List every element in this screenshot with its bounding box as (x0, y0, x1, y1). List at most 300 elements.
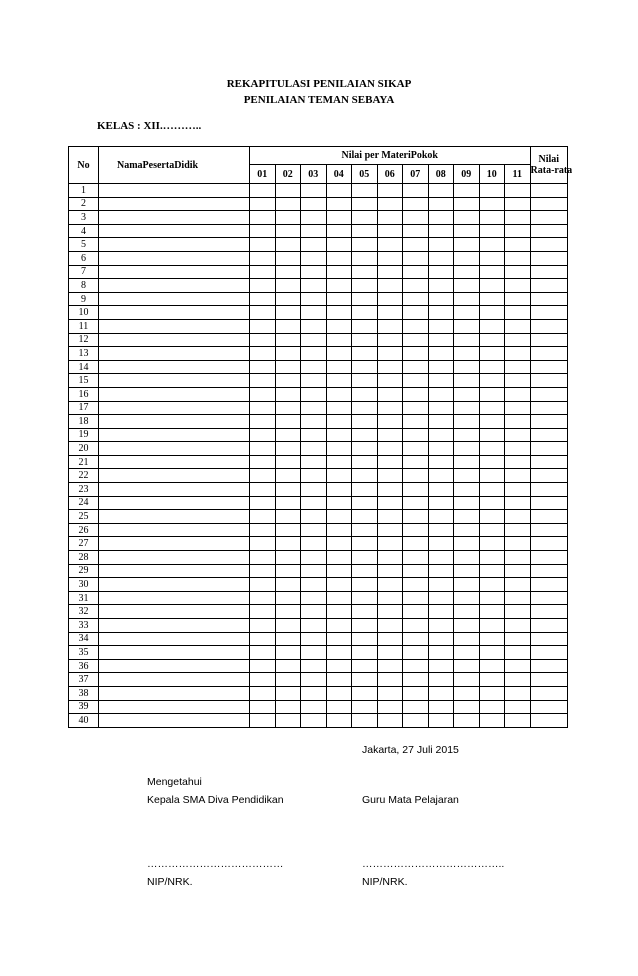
score-cell[interactable] (403, 415, 429, 429)
score-cell[interactable] (403, 537, 429, 551)
score-cell[interactable] (505, 523, 531, 537)
score-cell[interactable] (479, 700, 505, 714)
score-cell[interactable] (454, 646, 480, 660)
score-cell[interactable] (275, 442, 301, 456)
score-cell[interactable] (505, 401, 531, 415)
score-cell[interactable] (505, 428, 531, 442)
score-cell[interactable] (275, 619, 301, 633)
score-cell[interactable] (275, 265, 301, 279)
score-cell[interactable] (479, 442, 505, 456)
score-cell[interactable] (326, 700, 352, 714)
score-cell[interactable] (403, 673, 429, 687)
score-cell[interactable] (326, 360, 352, 374)
score-cell[interactable] (454, 686, 480, 700)
score-cell[interactable] (352, 591, 378, 605)
score-cell[interactable] (250, 401, 276, 415)
student-name-cell[interactable] (99, 564, 250, 578)
score-cell[interactable] (428, 537, 454, 551)
average-cell[interactable] (530, 523, 568, 537)
score-cell[interactable] (326, 659, 352, 673)
score-cell[interactable] (275, 564, 301, 578)
score-cell[interactable] (301, 673, 327, 687)
score-cell[interactable] (403, 619, 429, 633)
score-cell[interactable] (326, 333, 352, 347)
score-cell[interactable] (428, 455, 454, 469)
score-cell[interactable] (377, 279, 403, 293)
score-cell[interactable] (479, 673, 505, 687)
score-cell[interactable] (275, 251, 301, 265)
student-name-cell[interactable] (99, 673, 250, 687)
average-cell[interactable] (530, 442, 568, 456)
score-cell[interactable] (377, 442, 403, 456)
score-cell[interactable] (403, 686, 429, 700)
score-cell[interactable] (377, 646, 403, 660)
score-cell[interactable] (275, 686, 301, 700)
average-cell[interactable] (530, 510, 568, 524)
score-cell[interactable] (428, 333, 454, 347)
score-cell[interactable] (250, 415, 276, 429)
score-cell[interactable] (454, 238, 480, 252)
score-cell[interactable] (403, 184, 429, 198)
score-cell[interactable] (377, 197, 403, 211)
score-cell[interactable] (479, 469, 505, 483)
score-cell[interactable] (505, 251, 531, 265)
score-cell[interactable] (352, 510, 378, 524)
score-cell[interactable] (428, 184, 454, 198)
score-cell[interactable] (505, 551, 531, 565)
score-cell[interactable] (479, 238, 505, 252)
score-cell[interactable] (479, 265, 505, 279)
score-cell[interactable] (428, 415, 454, 429)
score-cell[interactable] (479, 686, 505, 700)
score-cell[interactable] (301, 401, 327, 415)
score-cell[interactable] (505, 442, 531, 456)
score-cell[interactable] (403, 360, 429, 374)
score-cell[interactable] (454, 496, 480, 510)
score-cell[interactable] (352, 700, 378, 714)
score-cell[interactable] (377, 578, 403, 592)
average-cell[interactable] (530, 319, 568, 333)
score-cell[interactable] (301, 496, 327, 510)
score-cell[interactable] (505, 714, 531, 728)
score-cell[interactable] (250, 619, 276, 633)
score-cell[interactable] (479, 347, 505, 361)
score-cell[interactable] (428, 619, 454, 633)
score-cell[interactable] (301, 483, 327, 497)
score-cell[interactable] (428, 279, 454, 293)
score-cell[interactable] (505, 469, 531, 483)
score-cell[interactable] (403, 238, 429, 252)
score-cell[interactable] (352, 619, 378, 633)
score-cell[interactable] (454, 401, 480, 415)
score-cell[interactable] (403, 265, 429, 279)
score-cell[interactable] (352, 428, 378, 442)
average-cell[interactable] (530, 714, 568, 728)
score-cell[interactable] (479, 306, 505, 320)
score-cell[interactable] (301, 238, 327, 252)
score-cell[interactable] (301, 686, 327, 700)
average-cell[interactable] (530, 469, 568, 483)
average-cell[interactable] (530, 265, 568, 279)
score-cell[interactable] (505, 333, 531, 347)
score-cell[interactable] (250, 184, 276, 198)
student-name-cell[interactable] (99, 714, 250, 728)
score-cell[interactable] (352, 387, 378, 401)
score-cell[interactable] (301, 646, 327, 660)
score-cell[interactable] (250, 646, 276, 660)
average-cell[interactable] (530, 197, 568, 211)
score-cell[interactable] (505, 224, 531, 238)
score-cell[interactable] (352, 333, 378, 347)
score-cell[interactable] (454, 605, 480, 619)
score-cell[interactable] (250, 483, 276, 497)
score-cell[interactable] (403, 442, 429, 456)
score-cell[interactable] (326, 265, 352, 279)
score-cell[interactable] (326, 428, 352, 442)
score-cell[interactable] (250, 360, 276, 374)
score-cell[interactable] (403, 428, 429, 442)
score-cell[interactable] (326, 483, 352, 497)
score-cell[interactable] (454, 279, 480, 293)
score-cell[interactable] (250, 428, 276, 442)
score-cell[interactable] (326, 211, 352, 225)
score-cell[interactable] (403, 211, 429, 225)
score-cell[interactable] (275, 700, 301, 714)
score-cell[interactable] (428, 292, 454, 306)
score-cell[interactable] (479, 401, 505, 415)
score-cell[interactable] (479, 578, 505, 592)
score-cell[interactable] (301, 279, 327, 293)
score-cell[interactable] (377, 238, 403, 252)
score-cell[interactable] (505, 537, 531, 551)
score-cell[interactable] (403, 387, 429, 401)
score-cell[interactable] (377, 714, 403, 728)
score-cell[interactable] (250, 347, 276, 361)
score-cell[interactable] (326, 591, 352, 605)
student-name-cell[interactable] (99, 591, 250, 605)
score-cell[interactable] (275, 387, 301, 401)
score-cell[interactable] (377, 184, 403, 198)
score-cell[interactable] (275, 347, 301, 361)
score-cell[interactable] (505, 686, 531, 700)
score-cell[interactable] (326, 374, 352, 388)
score-cell[interactable] (326, 646, 352, 660)
score-cell[interactable] (377, 523, 403, 537)
score-cell[interactable] (454, 659, 480, 673)
score-cell[interactable] (250, 387, 276, 401)
average-cell[interactable] (530, 551, 568, 565)
score-cell[interactable] (479, 455, 505, 469)
score-cell[interactable] (377, 251, 403, 265)
score-cell[interactable] (428, 224, 454, 238)
score-cell[interactable] (377, 673, 403, 687)
score-cell[interactable] (275, 469, 301, 483)
score-cell[interactable] (454, 197, 480, 211)
score-cell[interactable] (250, 374, 276, 388)
score-cell[interactable] (403, 551, 429, 565)
score-cell[interactable] (275, 659, 301, 673)
score-cell[interactable] (454, 347, 480, 361)
score-cell[interactable] (326, 496, 352, 510)
score-cell[interactable] (352, 564, 378, 578)
score-cell[interactable] (275, 496, 301, 510)
score-cell[interactable] (275, 605, 301, 619)
score-cell[interactable] (454, 619, 480, 633)
score-cell[interactable] (403, 632, 429, 646)
score-cell[interactable] (479, 632, 505, 646)
score-cell[interactable] (326, 401, 352, 415)
score-cell[interactable] (428, 347, 454, 361)
score-cell[interactable] (301, 197, 327, 211)
score-cell[interactable] (428, 387, 454, 401)
score-cell[interactable] (275, 632, 301, 646)
score-cell[interactable] (505, 646, 531, 660)
score-cell[interactable] (352, 306, 378, 320)
student-name-cell[interactable] (99, 211, 250, 225)
score-cell[interactable] (301, 360, 327, 374)
student-name-cell[interactable] (99, 551, 250, 565)
score-cell[interactable] (275, 401, 301, 415)
score-cell[interactable] (377, 347, 403, 361)
score-cell[interactable] (479, 251, 505, 265)
score-cell[interactable] (326, 347, 352, 361)
score-cell[interactable] (352, 238, 378, 252)
student-name-cell[interactable] (99, 197, 250, 211)
score-cell[interactable] (428, 564, 454, 578)
student-name-cell[interactable] (99, 238, 250, 252)
score-cell[interactable] (403, 455, 429, 469)
score-cell[interactable] (428, 605, 454, 619)
score-cell[interactable] (275, 279, 301, 293)
score-cell[interactable] (428, 646, 454, 660)
score-cell[interactable] (301, 306, 327, 320)
score-cell[interactable] (403, 483, 429, 497)
score-cell[interactable] (505, 184, 531, 198)
score-cell[interactable] (301, 537, 327, 551)
score-cell[interactable] (250, 673, 276, 687)
average-cell[interactable] (530, 591, 568, 605)
score-cell[interactable] (428, 401, 454, 415)
score-cell[interactable] (250, 700, 276, 714)
score-cell[interactable] (505, 387, 531, 401)
average-cell[interactable] (530, 292, 568, 306)
score-cell[interactable] (403, 279, 429, 293)
score-cell[interactable] (454, 537, 480, 551)
score-cell[interactable] (377, 537, 403, 551)
student-name-cell[interactable] (99, 455, 250, 469)
score-cell[interactable] (403, 605, 429, 619)
score-cell[interactable] (479, 279, 505, 293)
score-cell[interactable] (479, 537, 505, 551)
score-cell[interactable] (403, 714, 429, 728)
score-cell[interactable] (275, 333, 301, 347)
score-cell[interactable] (403, 197, 429, 211)
score-cell[interactable] (505, 455, 531, 469)
score-cell[interactable] (326, 714, 352, 728)
average-cell[interactable] (530, 659, 568, 673)
score-cell[interactable] (454, 292, 480, 306)
score-cell[interactable] (428, 673, 454, 687)
score-cell[interactable] (250, 714, 276, 728)
score-cell[interactable] (352, 224, 378, 238)
score-cell[interactable] (352, 197, 378, 211)
score-cell[interactable] (454, 428, 480, 442)
score-cell[interactable] (377, 605, 403, 619)
score-cell[interactable] (250, 306, 276, 320)
student-name-cell[interactable] (99, 619, 250, 633)
student-name-cell[interactable] (99, 265, 250, 279)
score-cell[interactable] (479, 646, 505, 660)
score-cell[interactable] (326, 605, 352, 619)
score-cell[interactable] (352, 605, 378, 619)
score-cell[interactable] (428, 442, 454, 456)
score-cell[interactable] (428, 319, 454, 333)
average-cell[interactable] (530, 632, 568, 646)
score-cell[interactable] (301, 347, 327, 361)
score-cell[interactable] (505, 659, 531, 673)
student-name-cell[interactable] (99, 483, 250, 497)
score-cell[interactable] (352, 551, 378, 565)
score-cell[interactable] (377, 211, 403, 225)
score-cell[interactable] (275, 510, 301, 524)
score-cell[interactable] (352, 401, 378, 415)
score-cell[interactable] (377, 224, 403, 238)
score-cell[interactable] (377, 619, 403, 633)
score-cell[interactable] (479, 591, 505, 605)
score-cell[interactable] (250, 496, 276, 510)
score-cell[interactable] (377, 510, 403, 524)
score-cell[interactable] (403, 333, 429, 347)
score-cell[interactable] (479, 360, 505, 374)
score-cell[interactable] (352, 714, 378, 728)
score-cell[interactable] (403, 646, 429, 660)
average-cell[interactable] (530, 401, 568, 415)
score-cell[interactable] (275, 578, 301, 592)
score-cell[interactable] (454, 442, 480, 456)
score-cell[interactable] (377, 374, 403, 388)
average-cell[interactable] (530, 306, 568, 320)
score-cell[interactable] (479, 523, 505, 537)
student-name-cell[interactable] (99, 319, 250, 333)
score-cell[interactable] (377, 333, 403, 347)
score-cell[interactable] (505, 564, 531, 578)
score-cell[interactable] (250, 578, 276, 592)
score-cell[interactable] (505, 483, 531, 497)
score-cell[interactable] (301, 700, 327, 714)
score-cell[interactable] (301, 415, 327, 429)
average-cell[interactable] (530, 224, 568, 238)
score-cell[interactable] (479, 428, 505, 442)
score-cell[interactable] (479, 510, 505, 524)
score-cell[interactable] (301, 224, 327, 238)
score-cell[interactable] (301, 605, 327, 619)
score-cell[interactable] (428, 197, 454, 211)
score-cell[interactable] (454, 333, 480, 347)
average-cell[interactable] (530, 646, 568, 660)
score-cell[interactable] (250, 659, 276, 673)
score-cell[interactable] (326, 469, 352, 483)
score-cell[interactable] (275, 523, 301, 537)
student-name-cell[interactable] (99, 632, 250, 646)
score-cell[interactable] (326, 238, 352, 252)
score-cell[interactable] (428, 360, 454, 374)
score-cell[interactable] (403, 578, 429, 592)
average-cell[interactable] (530, 686, 568, 700)
student-name-cell[interactable] (99, 333, 250, 347)
student-name-cell[interactable] (99, 510, 250, 524)
score-cell[interactable] (275, 360, 301, 374)
score-cell[interactable] (377, 415, 403, 429)
score-cell[interactable] (275, 428, 301, 442)
score-cell[interactable] (454, 578, 480, 592)
score-cell[interactable] (454, 523, 480, 537)
score-cell[interactable] (479, 211, 505, 225)
score-cell[interactable] (352, 415, 378, 429)
average-cell[interactable] (530, 496, 568, 510)
average-cell[interactable] (530, 374, 568, 388)
score-cell[interactable] (479, 564, 505, 578)
score-cell[interactable] (428, 306, 454, 320)
score-cell[interactable] (275, 238, 301, 252)
score-cell[interactable] (505, 605, 531, 619)
score-cell[interactable] (403, 591, 429, 605)
score-cell[interactable] (301, 619, 327, 633)
score-cell[interactable] (454, 700, 480, 714)
score-cell[interactable] (275, 292, 301, 306)
score-cell[interactable] (403, 700, 429, 714)
score-cell[interactable] (352, 184, 378, 198)
score-cell[interactable] (505, 673, 531, 687)
score-cell[interactable] (479, 605, 505, 619)
student-name-cell[interactable] (99, 659, 250, 673)
score-cell[interactable] (377, 292, 403, 306)
score-cell[interactable] (326, 510, 352, 524)
student-name-cell[interactable] (99, 184, 250, 198)
score-cell[interactable] (454, 455, 480, 469)
score-cell[interactable] (454, 319, 480, 333)
score-cell[interactable] (275, 224, 301, 238)
score-cell[interactable] (352, 251, 378, 265)
score-cell[interactable] (301, 387, 327, 401)
score-cell[interactable] (301, 374, 327, 388)
score-cell[interactable] (377, 469, 403, 483)
score-cell[interactable] (505, 374, 531, 388)
score-cell[interactable] (377, 700, 403, 714)
score-cell[interactable] (479, 496, 505, 510)
average-cell[interactable] (530, 483, 568, 497)
student-name-cell[interactable] (99, 401, 250, 415)
score-cell[interactable] (326, 564, 352, 578)
score-cell[interactable] (454, 265, 480, 279)
score-cell[interactable] (377, 360, 403, 374)
score-cell[interactable] (428, 428, 454, 442)
score-cell[interactable] (377, 401, 403, 415)
score-cell[interactable] (326, 279, 352, 293)
score-cell[interactable] (326, 306, 352, 320)
score-cell[interactable] (403, 319, 429, 333)
score-cell[interactable] (250, 442, 276, 456)
score-cell[interactable] (479, 659, 505, 673)
student-name-cell[interactable] (99, 387, 250, 401)
score-cell[interactable] (479, 387, 505, 401)
score-cell[interactable] (428, 483, 454, 497)
score-cell[interactable] (326, 319, 352, 333)
average-cell[interactable] (530, 211, 568, 225)
score-cell[interactable] (428, 469, 454, 483)
score-cell[interactable] (326, 442, 352, 456)
score-cell[interactable] (301, 632, 327, 646)
score-cell[interactable] (250, 537, 276, 551)
